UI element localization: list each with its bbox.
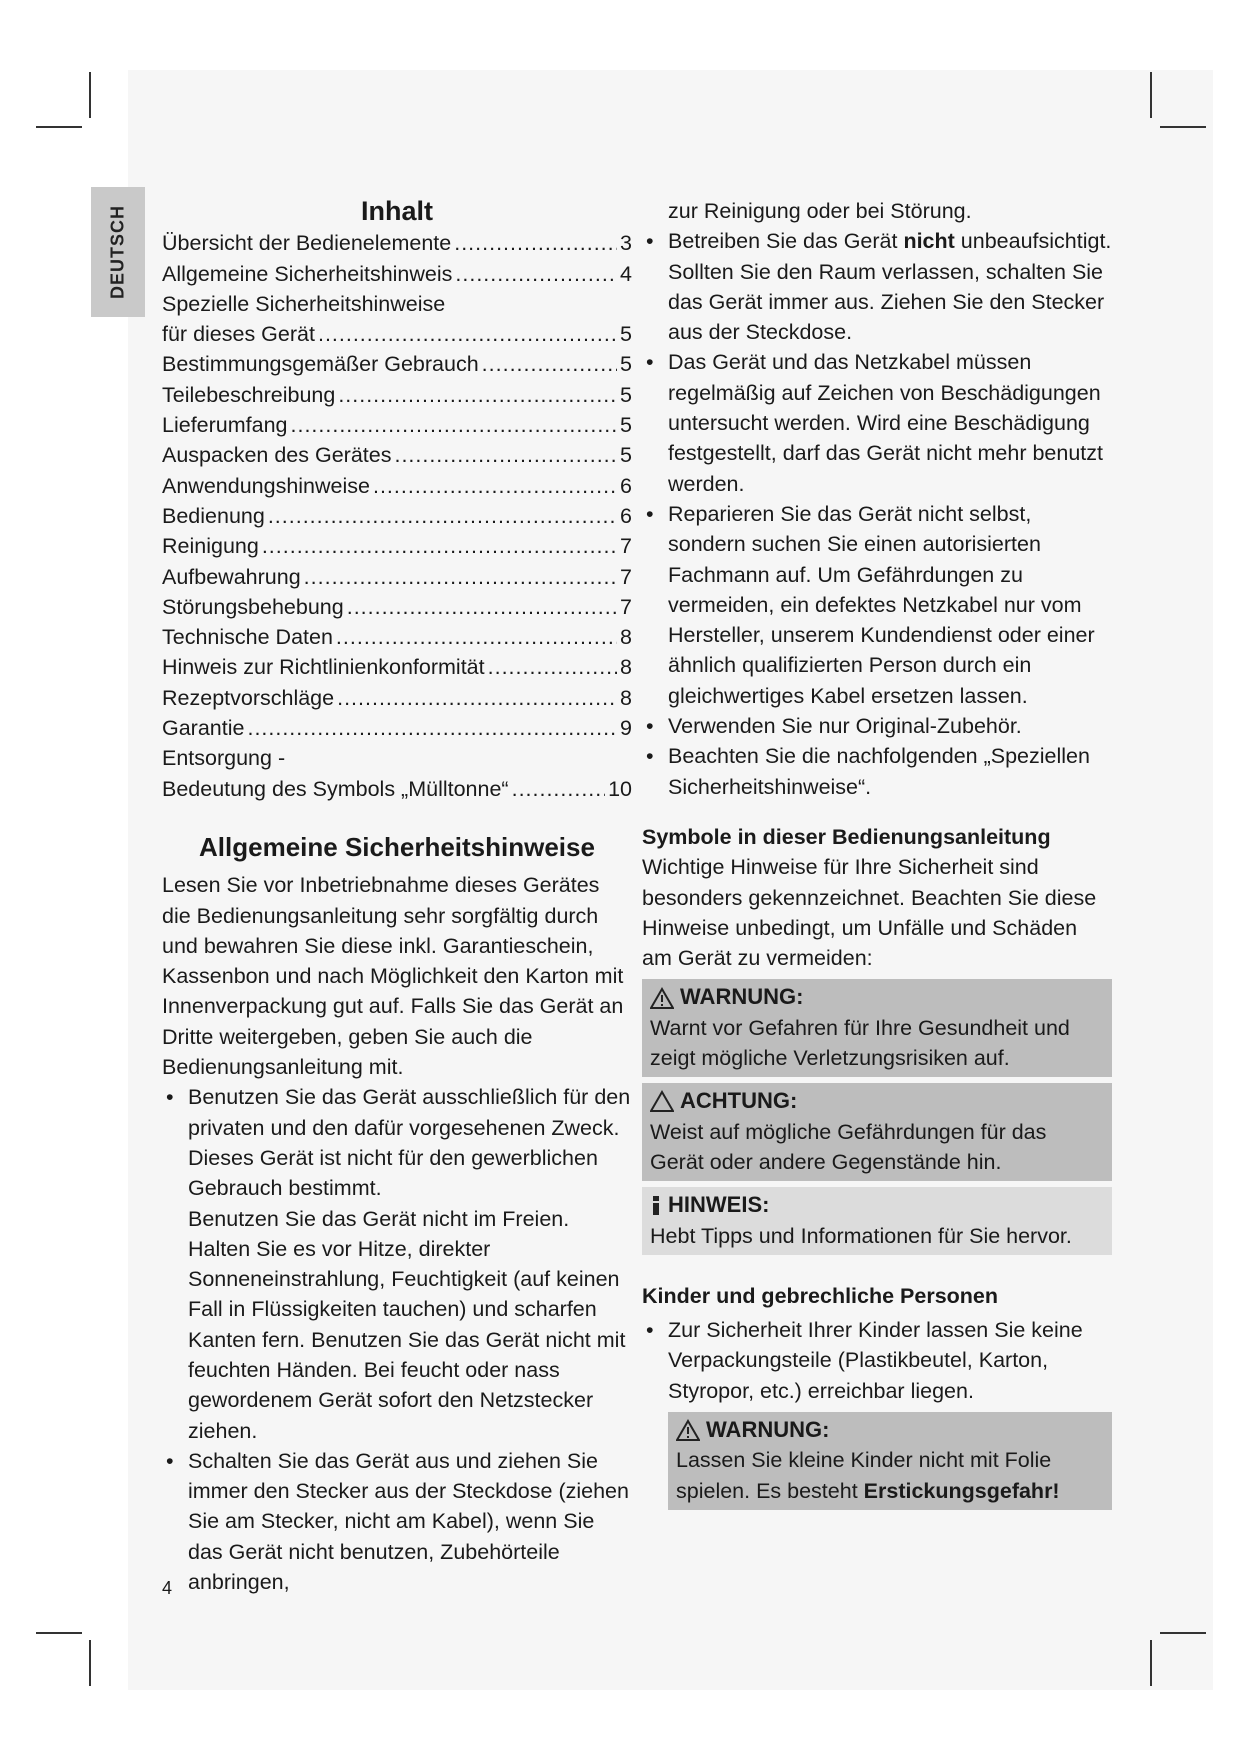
- toc-entry[interactable]: Rezeptvorschläge ..... 8: [162, 683, 632, 713]
- caution-title: ACHTUNG:: [680, 1088, 798, 1114]
- toc-entry[interactable]: Übersicht der Bedienelemente ..... 3: [162, 228, 632, 258]
- toc-entry[interactable]: Reinigung ..... 7: [162, 531, 632, 561]
- children-warning-text: Lassen Sie kleine Kinder nicht mit Folie spielen. Es besteht Erstickungsgefahr!: [676, 1448, 1060, 1503]
- page-number: 4: [162, 1578, 173, 1598]
- toc-entry[interactable]: Spezielle Sicherheitshinweise: [162, 291, 446, 316]
- safety-bullet: • Betreiben Sie das Gerät nicht unbeaufsichtigt. Sollten Sie den Raum verlassen, schalten Sie das Gerät immer aus. Ziehen Sie den Stecker aus der Steckdose.: [642, 226, 1112, 347]
- symbols-intro: Wichtige Hinweise für Ihre Sicherheit sind besonders gekennzeichnet. Beachten Sie diese Hinweise unbedingt, um Unfälle und Schäden am Gerät zu vermeiden:: [642, 855, 1097, 971]
- crop-mark: [36, 1632, 82, 1634]
- safety-bullet: • Benutzen Sie das Gerät ausschließlich für den privaten und den dafür vorgesehenen Zweck. Dieses Gerät ist nicht für den gewerblichen Gebrauch bestimmt. Benutzen Sie das Gerät nicht im Freien. Halten Sie es vor Hitze, direkter Sonneneinstrahlung, Feuchtigkeit (auf keinen Fall in Flüssigkeiten tauchen) und scharfen Kanten fern. Benutzen Sie das Gerät nicht mit feuchten Händen. Bei feucht oder nass gewordenem Gerät sofort den Netzstecker ziehen.: [162, 1082, 632, 1446]
- crop-mark: [89, 1640, 91, 1686]
- crop-mark: [89, 72, 91, 118]
- general-safety-intro: Lesen Sie vor Inbetriebnahme dieses Gerätes die Bedienungsanleitung sehr sorgfältig durch und bewahren Sie diese inkl. Garantieschein, Kassenbon und nach Möglichkeit den Karton mit Innenverpackung gut auf. Falls Sie das Gerät an Dritte weitergeben, geben Sie auch die Bedienungsanleitung mit.: [162, 873, 624, 1080]
- symbols-title: Symbole in dieser Bedienungsanleitung: [642, 824, 1051, 849]
- crop-mark: [36, 126, 82, 128]
- toc-entry[interactable]: Auspacken des Gerätes ..... 5: [162, 440, 632, 470]
- language-tab: [91, 187, 145, 317]
- safety-bullet: • Verwenden Sie nur Original-Zubehör.: [642, 711, 1112, 741]
- toc-title: Inhalt: [361, 196, 433, 226]
- toc-entry[interactable]: Bedeutung des Symbols „Mülltonne“ ..... 10: [162, 774, 632, 804]
- caution-text: Weist auf mögliche Gefährdungen für das Gerät oder andere Gegenstände hin.: [650, 1119, 1047, 1174]
- toc-entry[interactable]: Teilebeschreibung ..... 5: [162, 380, 632, 410]
- crop-mark: [1150, 72, 1152, 118]
- note-title: HINWEIS:: [668, 1192, 770, 1218]
- warning-title: WARNUNG:: [680, 984, 804, 1010]
- children-bullet: • Zur Sicherheit Ihrer Kinder lassen Sie keine Verpackungsteile (Plastikbeutel, Karton, Styropor, etc.) erreichbar liegen.: [642, 1315, 1112, 1406]
- children-warning-box: [668, 1412, 1112, 1510]
- toc-entry[interactable]: Technische Daten ..... 8: [162, 622, 632, 652]
- toc-entry[interactable]: Anwendungshinweise ..... 6: [162, 471, 632, 501]
- caution-box: [642, 1083, 1112, 1181]
- toc-entry[interactable]: Entsorgung -: [162, 746, 286, 771]
- toc-entry[interactable]: Allgemeine Sicherheitshinweis ..... 4: [162, 259, 632, 289]
- safety-bullet: • Das Gerät und das Netzkabel müssen regelmäßig auf Zeichen von Beschädigungen untersucht werden. Wird eine Beschädigung festgestellt, darf das Gerät nicht mehr benutzt werden.: [642, 347, 1112, 498]
- children-warning-title: WARNUNG:: [706, 1416, 830, 1442]
- toc-entry[interactable]: Garantie ..... 9: [162, 713, 632, 743]
- toc-entry[interactable]: Aufbewahrung ..... 7: [162, 562, 632, 592]
- toc-entry[interactable]: Störungsbehebung ..... 7: [162, 592, 632, 622]
- language-tab-label: DEUTSCH: [107, 204, 128, 300]
- info-icon: [650, 1194, 662, 1216]
- right-column: [642, 196, 1112, 1516]
- crop-mark: [1150, 1640, 1152, 1686]
- warning-triangle-icon: [676, 1419, 700, 1441]
- safety-bullet: • Reparieren Sie das Gerät nicht selbst, sondern suchen Sie einen autorisierten Fachmann auf. Um Gefährdungen zu vermeiden, ein defektes Netzkabel nur vom Hersteller, unserem Kundendienst oder einer ähnlich qualifizierten Person durch ein gleichwertiges Kabel ersetzen lassen.: [642, 499, 1112, 711]
- crop-mark: [1160, 126, 1206, 128]
- toc-entry[interactable]: für dieses Gerät ..... 5: [162, 319, 632, 349]
- crop-mark: [1160, 1632, 1206, 1634]
- toc-entry[interactable]: Bestimmungsgemäßer Gebrauch ..... 5: [162, 349, 632, 379]
- note-box: [642, 1187, 1112, 1255]
- toc-entry[interactable]: Hinweis zur Richtlinienkonformität ..... 8: [162, 652, 632, 682]
- caution-triangle-icon: [650, 1090, 674, 1112]
- warning-text: Warnt vor Gefahren für Ihre Gesundheit und zeigt mögliche Verletzungsrisiken auf.: [650, 1015, 1070, 1071]
- children-title: Kinder und gebrechliche Personen: [642, 1283, 999, 1308]
- toc-entry[interactable]: Lieferumfang ..... 5: [162, 410, 632, 440]
- safety-bullet: • Beachten Sie die nachfolgenden „Speziellen Sicherheitshinweise“.: [642, 741, 1112, 802]
- safety-bullet: • Schalten Sie das Gerät aus und ziehen Sie immer den Stecker aus der Steckdose (ziehen Sie am Stecker, nicht am Kabel), wenn Sie das Gerät nicht benutzen, Zubehörteile anbringen,: [162, 1446, 632, 1597]
- safety-bullet-continued: zur Reinigung oder bei Störung.: [668, 199, 972, 223]
- warning-triangle-icon: [650, 987, 674, 1009]
- general-safety-title: Allgemeine Sicherheitshinweise: [199, 831, 595, 862]
- note-text: Hebt Tipps und Informationen für Sie hervor.: [650, 1223, 1072, 1248]
- toc-entry[interactable]: Bedienung ..... 6: [162, 501, 632, 531]
- left-column: [162, 196, 632, 1597]
- warning-box: [642, 979, 1112, 1077]
- table-of-contents: [162, 228, 632, 804]
